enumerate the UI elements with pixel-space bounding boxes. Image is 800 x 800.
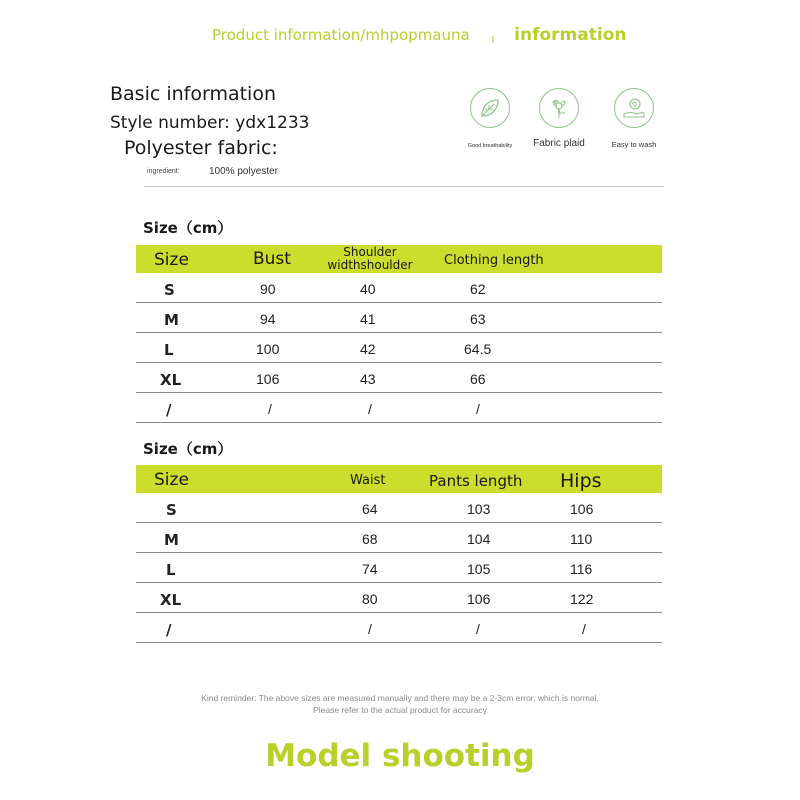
table-row: M 68 104 110	[136, 523, 662, 553]
feature-label: Fabric plaid	[533, 138, 585, 149]
header-hips: Hips	[560, 470, 602, 492]
top-table-title: Size（cm）	[143, 219, 233, 237]
model-shooting-title: Model shooting	[265, 738, 535, 774]
reminder-line-2: Please refer to the actual product for accuracy	[313, 705, 487, 715]
bottom-table-title: Size（cm）	[143, 440, 233, 458]
header-size: Size	[154, 250, 189, 270]
table-header	[136, 465, 662, 493]
table-row: XL 106 43 66	[136, 363, 662, 393]
divider	[144, 186, 664, 187]
fabric-label: Polyester fabric:	[124, 137, 278, 159]
table-row: / / / /	[136, 393, 662, 423]
hand-rose-icon	[614, 88, 654, 128]
header-waist: Waist	[350, 473, 386, 488]
table-row: M 94 41 63	[136, 303, 662, 333]
style-number: Style number: ydx1233	[110, 113, 310, 133]
flower-icon	[539, 88, 579, 128]
top-size-table	[136, 245, 662, 423]
leaf-icon	[470, 88, 510, 128]
feature-label: Easy to wash	[611, 140, 657, 149]
table-row: L 100 42 64.5	[136, 333, 662, 363]
table-row: XL 80 106 122	[136, 583, 662, 613]
table-row: / / / /	[136, 613, 662, 643]
header-title-left: Product information/mhpopmauna	[212, 26, 470, 44]
header-pants-length: Pants length	[429, 472, 523, 490]
reminder-line-1: Kind reminder: The above sizes are measured manually and there may be a 2-3cm error, which is normal.	[201, 693, 599, 703]
header-shoulder: Shoulder widthshoulder	[327, 245, 413, 272]
header-bust: Bust	[253, 249, 291, 269]
feature-easy-wash	[589, 88, 679, 149]
table-row: S 90 40 62	[136, 273, 662, 303]
header-size: Size	[154, 470, 189, 490]
table-row: S 64 103 106	[136, 493, 662, 523]
basic-info-title: Basic information	[110, 83, 276, 105]
table-header	[136, 245, 662, 273]
page-header: Product information/mhpopmauna $_ı$ information	[212, 25, 627, 46]
bottom-size-table	[136, 465, 662, 643]
ingredient-label: ingredient:	[147, 168, 180, 175]
header-clothing-length: Clothing length	[444, 253, 544, 268]
table-row: L 74 105 116	[136, 553, 662, 583]
ingredient-value: 100% polyester	[209, 166, 278, 177]
feature-label: Good breathability	[467, 143, 513, 149]
header-title-right: information	[514, 25, 627, 45]
